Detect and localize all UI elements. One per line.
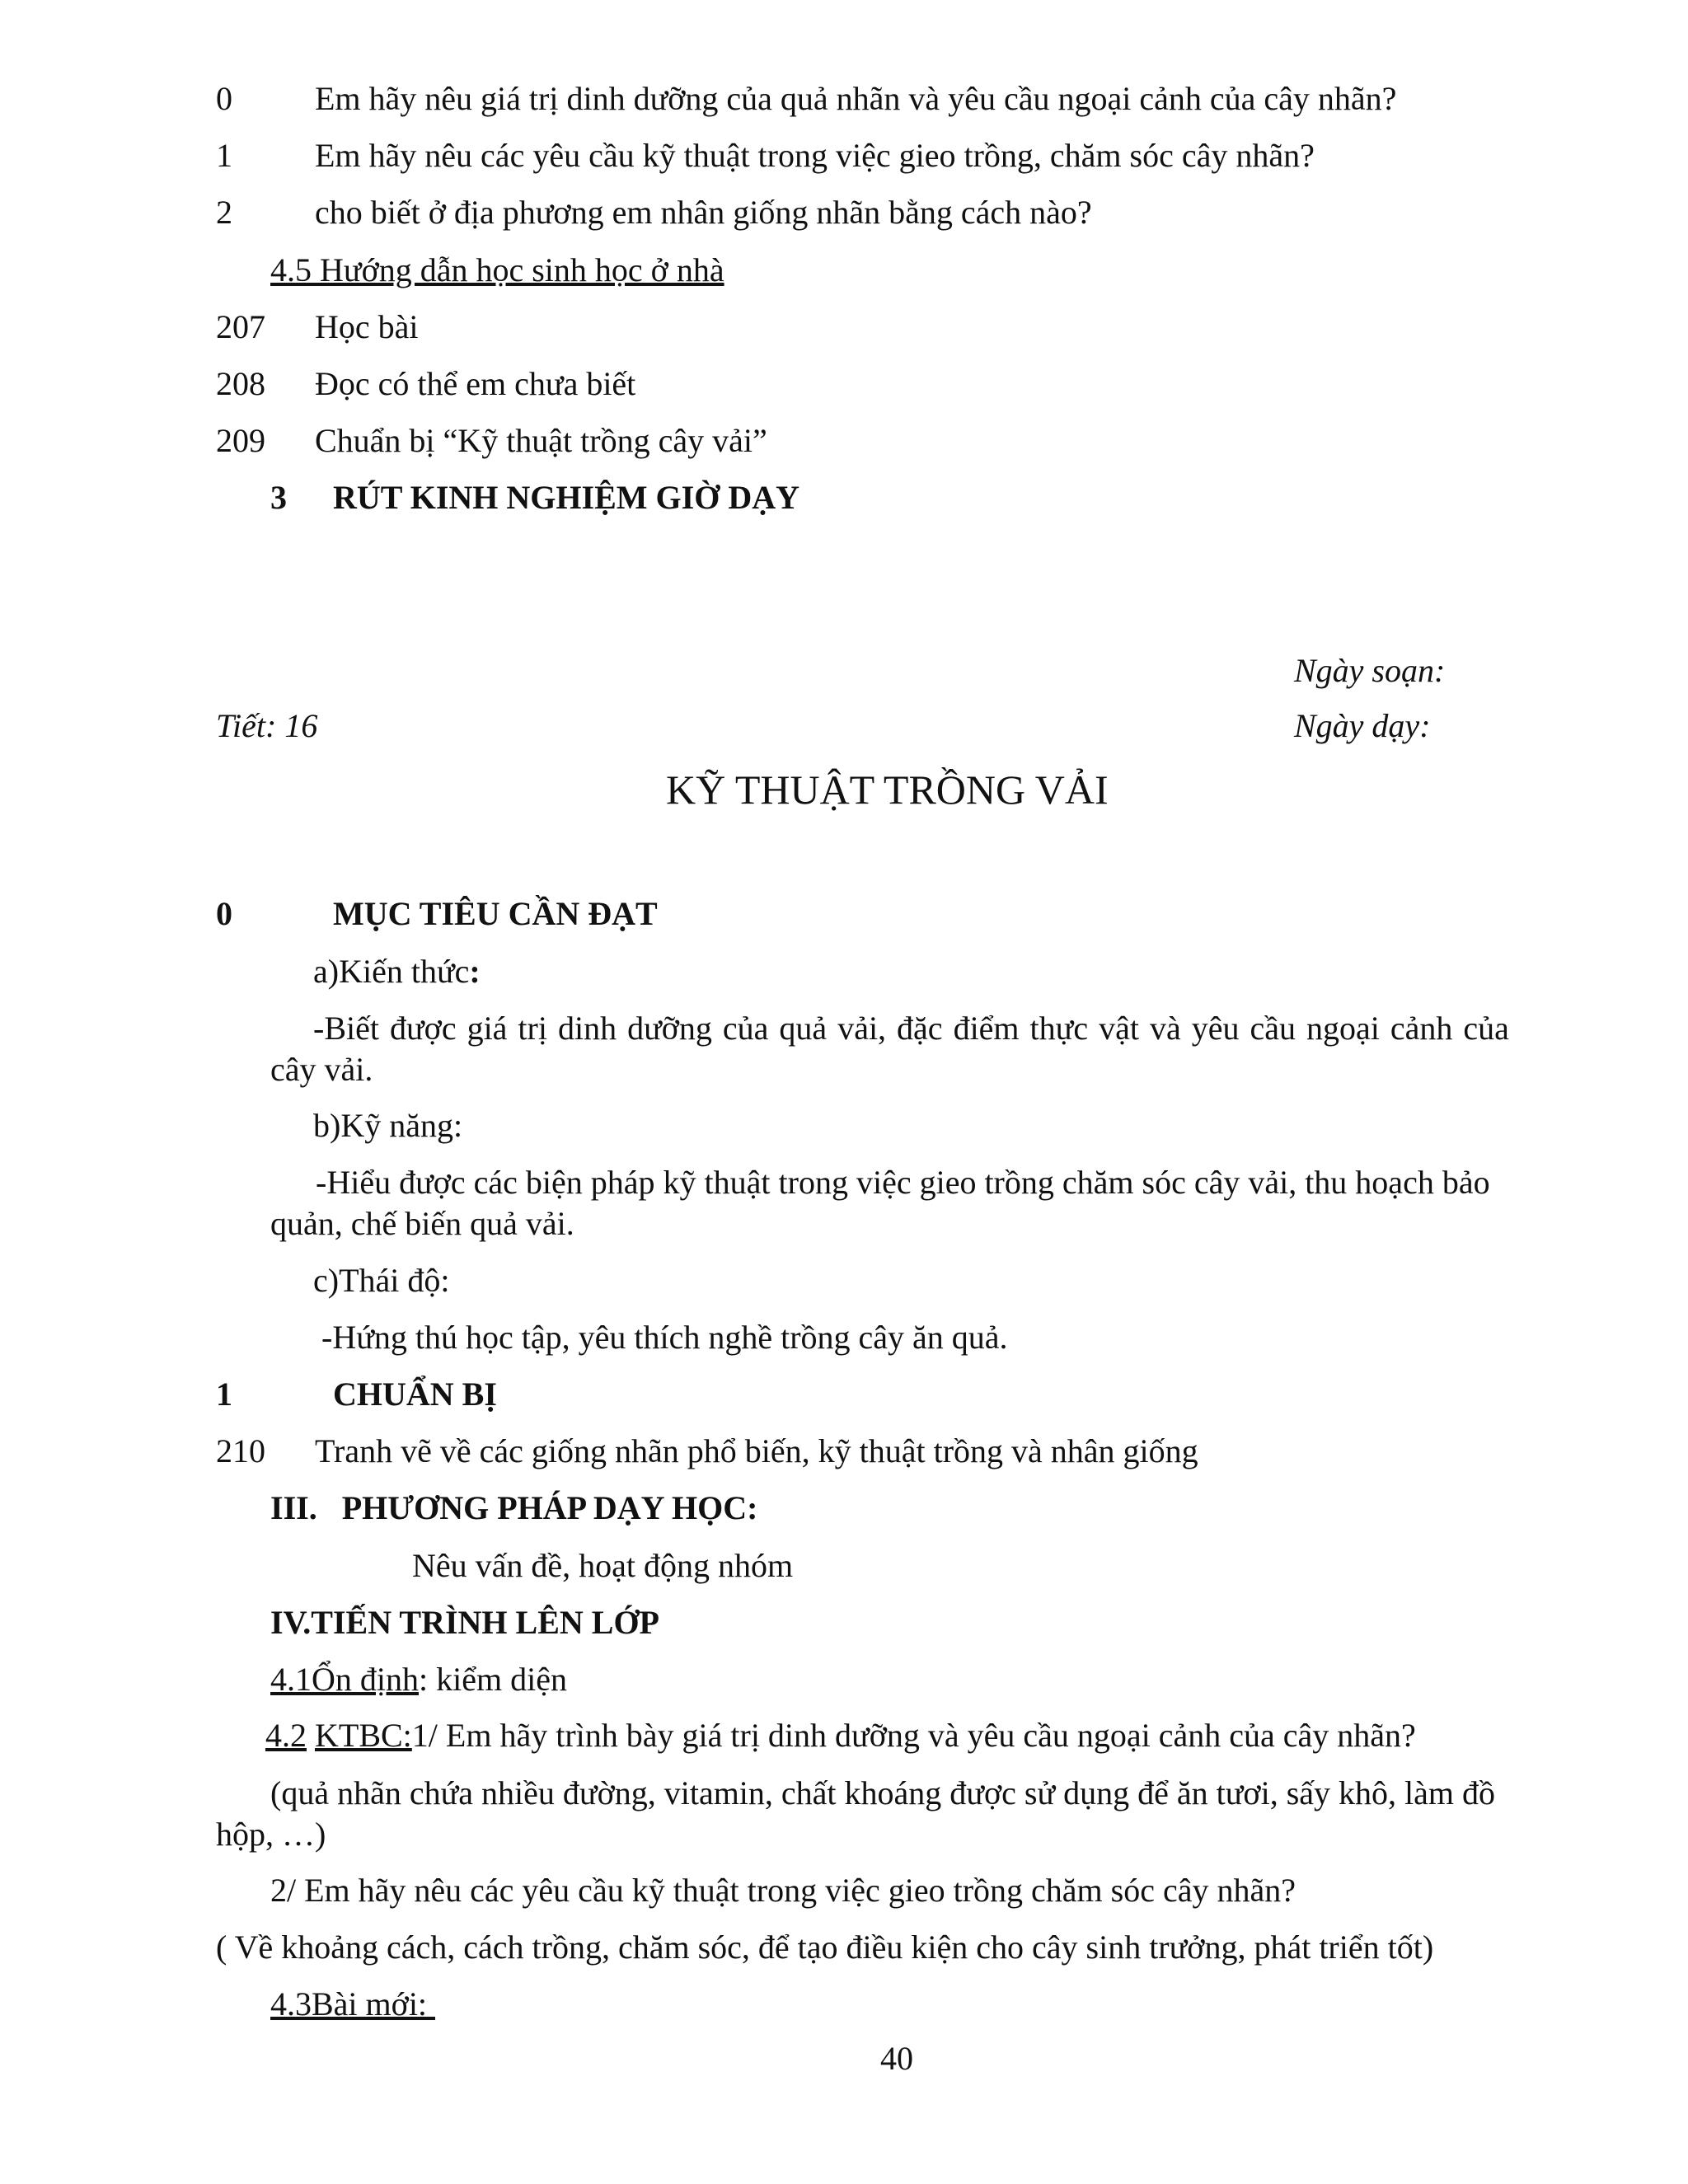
section-number: 0 [216, 895, 232, 932]
kien-thuc-colon: : [469, 953, 481, 990]
kien-thuc-line: -Biết được giá trị dinh dưỡng của quả vải, đặc điểm thực vật và yêu cầu ngoại cảnh của [313, 1010, 1509, 1047]
thai-do-line: -Hứng thú học tập, yêu thích nghề trồng cây ăn quả. [321, 1319, 1008, 1356]
list-number: 1 [216, 137, 232, 174]
ky-nang-line: quản, chế biến quả vải. [270, 1205, 574, 1242]
list-text: Chuẩn bị “Kỹ thuật trồng cây vải” [315, 422, 767, 459]
section-4-heading: IV.TIẾN TRÌNH LÊN LỚP [270, 1604, 659, 1641]
list-number: 210 [216, 1432, 265, 1469]
on-dinh-text: : kiểm diện [419, 1661, 567, 1698]
bai-moi-label: 4.3Bài mới: [270, 1985, 436, 2022]
list-number: 208 [216, 365, 265, 402]
list-number: 209 [216, 422, 265, 459]
ngay-soan-label: Ngày soạn: [1294, 652, 1446, 689]
ktbc-label: KTBC: [315, 1717, 412, 1754]
list-number: 0 [216, 80, 232, 117]
ktbc-question: 1/ Em hãy trình bày giá trị dinh dưỡng và yêu cầu ngoại cảnh của cây nhãn? [411, 1717, 1416, 1754]
section-3-heading: III. PHƯƠNG PHÁP DẠY HỌC: [270, 1489, 758, 1526]
ktbc-answer: ( Về khoảng cách, cách trồng, chăm sóc, để tạo điều kiện cho cây sinh trưởng, phát triển tốt) [216, 1929, 1434, 1966]
list-number: 2 [216, 194, 232, 231]
list-text: Đọc có thể em chưa biết [315, 365, 636, 402]
list-number: 207 [216, 308, 265, 345]
section-number: 1 [216, 1376, 232, 1413]
homework-heading: 4.5 Hướng dẫn học sinh học ở nhà [270, 251, 724, 288]
kien-thuc-text: a)Kiến thức [313, 953, 470, 990]
page-number: 40 [880, 2040, 913, 2077]
list-text: Tranh vẽ về các giống nhãn phổ biến, kỹ thuật trồng và nhân giống [315, 1432, 1198, 1469]
section-number: 3 [270, 479, 287, 516]
ktbc-question: 2/ Em hãy nêu các yêu cầu kỹ thuật trong việc gieo trồng chăm sóc cây nhãn? [270, 1872, 1296, 1909]
section-title: RÚT KINH NGHIỆM GIỜ DẠY [333, 479, 799, 516]
kien-thuc-line: cây vải. [270, 1051, 373, 1088]
list-text: Em hãy nêu giá trị dinh dưỡng của quả nhãn và yêu cầu ngoại cảnh của cây nhãn? [315, 80, 1397, 117]
ktbc-number: 4.2 [265, 1717, 307, 1754]
kien-thuc-label [313, 952, 481, 991]
on-dinh-line [270, 1660, 567, 1699]
on-dinh-label: 4.1Ổn định [270, 1661, 419, 1698]
section-title: CHUẨN BỊ [333, 1376, 497, 1413]
ky-nang-label: b)Kỹ năng: [313, 1107, 463, 1144]
list-text: Em hãy nêu các yêu cầu kỹ thuật trong việc gieo trồng, chăm sóc cây nhãn? [315, 137, 1315, 174]
ky-nang-line: -Hiểu được các biện pháp kỹ thuật trong việc gieo trồng chăm sóc cây vải, thu hoạch bảo [316, 1164, 1490, 1201]
tiet-label: Tiết: 16 [216, 707, 318, 744]
thai-do-label: c)Thái độ: [313, 1262, 450, 1299]
ktbc-answer: (quả nhãn chứa nhiều đường, vitamin, chất khoáng được sử dụng để ăn tươi, sấy khô, làm đồ [270, 1774, 1495, 1811]
section-3-text: Nêu vấn đề, hoạt động nhóm [412, 1547, 794, 1584]
page-title: KỸ THUẬT TRỒNG VẢI [666, 766, 1109, 813]
list-text: Học bài [315, 308, 419, 345]
list-text: cho biết ở địa phương em nhân giống nhãn bằng cách nào? [315, 194, 1092, 231]
ktbc-line [265, 1716, 1416, 1755]
section-title: MỤC TIÊU CẦN ĐẠT [333, 895, 658, 932]
ngay-day-label: Ngày dạy: [1294, 707, 1431, 744]
ktbc-answer: hộp, …) [216, 1816, 326, 1853]
